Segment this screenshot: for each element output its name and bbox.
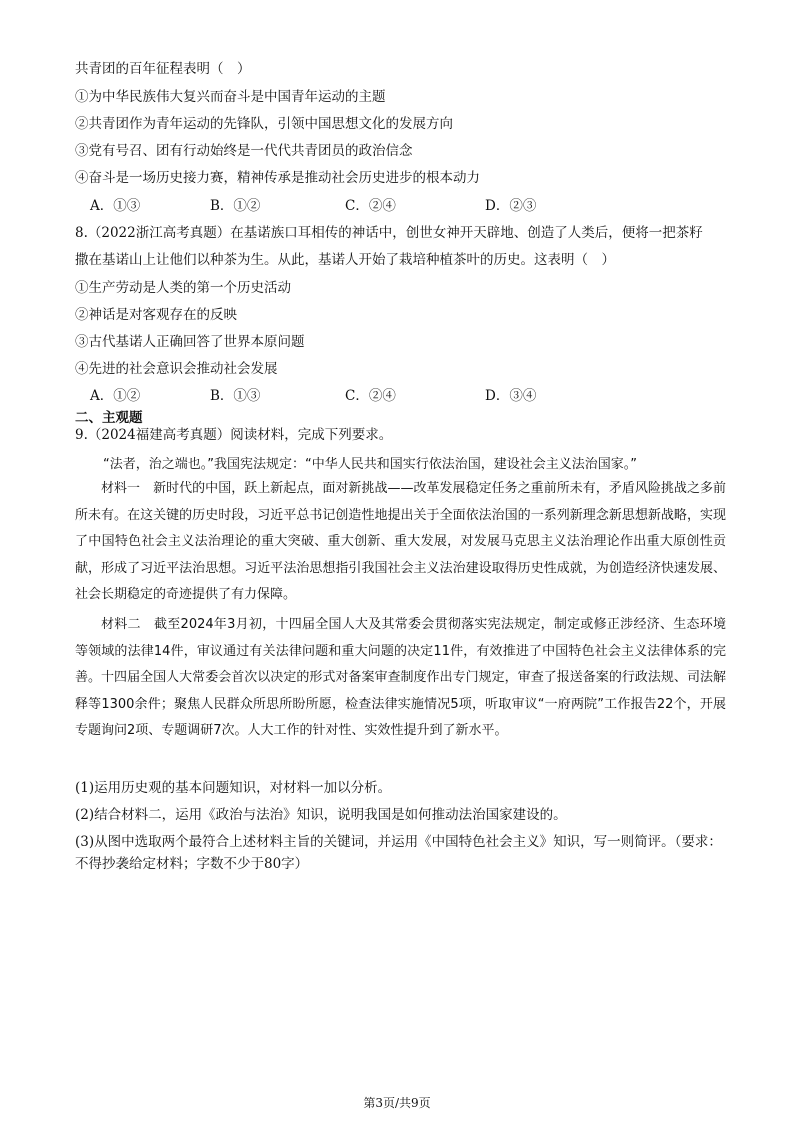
q8-statement-1: ①生产劳动是人类的第一个历史活动: [75, 280, 291, 296]
q8-statement-4: ④先进的社会意识会推动社会发展: [75, 361, 278, 377]
q8-option-a: A．①②: [90, 388, 141, 404]
q8-stem-line-1: 8.（2022浙江高考真题）在基诺族口耳相传的神话中，创世女神开天辟地、创造了人类后，便将一把茶籽: [75, 225, 703, 241]
material-2-text: 材料二 截至2024年3月初，十四届全国人大及其常委会贯彻落实宪法规定，制定或修正涉经济、生态环境等领域的法律14件，审议通过有关法律问题和重大问题的决定11件，有效推进了中国特色社会主义法律体系的完善。十四届全国人大常委会首次以决定的形式对备案审查制度作出专门规定，审查了报送备案的行政法规、司法解释等1300余件；聚焦人民群众所思所盼所愿，检查法律实施情况5项，听取审议“一府两院”工作报告22个，开展专题询问2项、专题调研7次。人大工作的针对性、实效性提升到了新水平。: [75, 617, 726, 738]
q9-quote: “法者，治之端也。”我国宪法规定：“中华人民共和国实行依法治国，建设社会主义法治国家。”: [103, 457, 637, 472]
q7-statement-2: ②共青团作为青年运动的先锋队，引领中国思想文化的发展方向: [75, 116, 453, 132]
q7-statement-3: ③党有号召、团有行动始终是一代代共青团员的政治信念: [75, 143, 413, 159]
page-footer: 第3页/共9页: [363, 1096, 431, 1110]
material-1-text: 材料一 新时代的中国，跃上新起点，面对新挑战——改革发展稳定任务之重前所未有，矛盾风险挑战之多前所未有。在这关键的历史时段，习近平总书记创造性地提出关于全面依法治国的一系列新理念新思想新战略，实现了中国特色社会主义法治理论的重大突破、重大创新、重大发展，对发展马克思主义法治理论作出重大原创性贡献，形成了习近平法治思想。习近平法治思想指引我国社会主义法治建设取得历史性成就，为创造经济快速发展、社会长期稳定的奇迹提供了有力保障。: [75, 481, 726, 602]
q9-requirement-1: (1)运用历史观的基本问题知识，对材料一加以分析。: [75, 780, 392, 796]
q8-option-c: C．②④: [345, 388, 396, 404]
q8-option-b: B．①③: [210, 388, 261, 404]
q8-statement-3: ③古代基诺人正确回答了世界本原问题: [75, 334, 305, 350]
q9-material-2: [75, 612, 726, 745]
q7-option-a: A．①③: [90, 198, 141, 214]
q8-options: [90, 387, 536, 406]
q7-options: [90, 197, 536, 216]
q9-requirement-2: (2)结合材料二，运用《政治与法治》知识，说明我国是如何推动法治国家建设的。: [75, 807, 567, 823]
q8-statement-2: ②神话是对客观存在的反映: [75, 307, 237, 323]
q8-stem-line-2: 撒在基诺山上让他们以种茶为生。从此，基诺人开始了栽培种植茶叶的历史。这表明（ ）: [75, 252, 615, 268]
q7-statement-4: ④奋斗是一场历史接力赛，精神传承是推动社会历史进步的根本动力: [75, 170, 480, 186]
section-title: 二、主观题: [75, 410, 143, 426]
q7-stem-tail: 共青团的百年征程表明（ ）: [75, 61, 251, 77]
q7-option-b: B．①②: [210, 198, 261, 214]
q9-material-1: [75, 476, 726, 609]
q7-option-d: D．②③: [485, 198, 537, 214]
q7-statement-1: ①为中华民族伟大复兴而奋斗是中国青年运动的主题: [75, 89, 386, 105]
q8-option-d: D．③④: [485, 388, 537, 404]
q7-option-c: C．②④: [345, 198, 396, 214]
q9-stem: 9.（2024福建高考真题）阅读材料，完成下列要求。: [75, 427, 393, 443]
q9-requirement-3: (3)从图中选取两个最符合上述材料主旨的关键词，并运用《中国特色社会主义》知识，写一则简评。（要求：不得抄袭给定材料；字数不少于80字）: [75, 834, 722, 872]
